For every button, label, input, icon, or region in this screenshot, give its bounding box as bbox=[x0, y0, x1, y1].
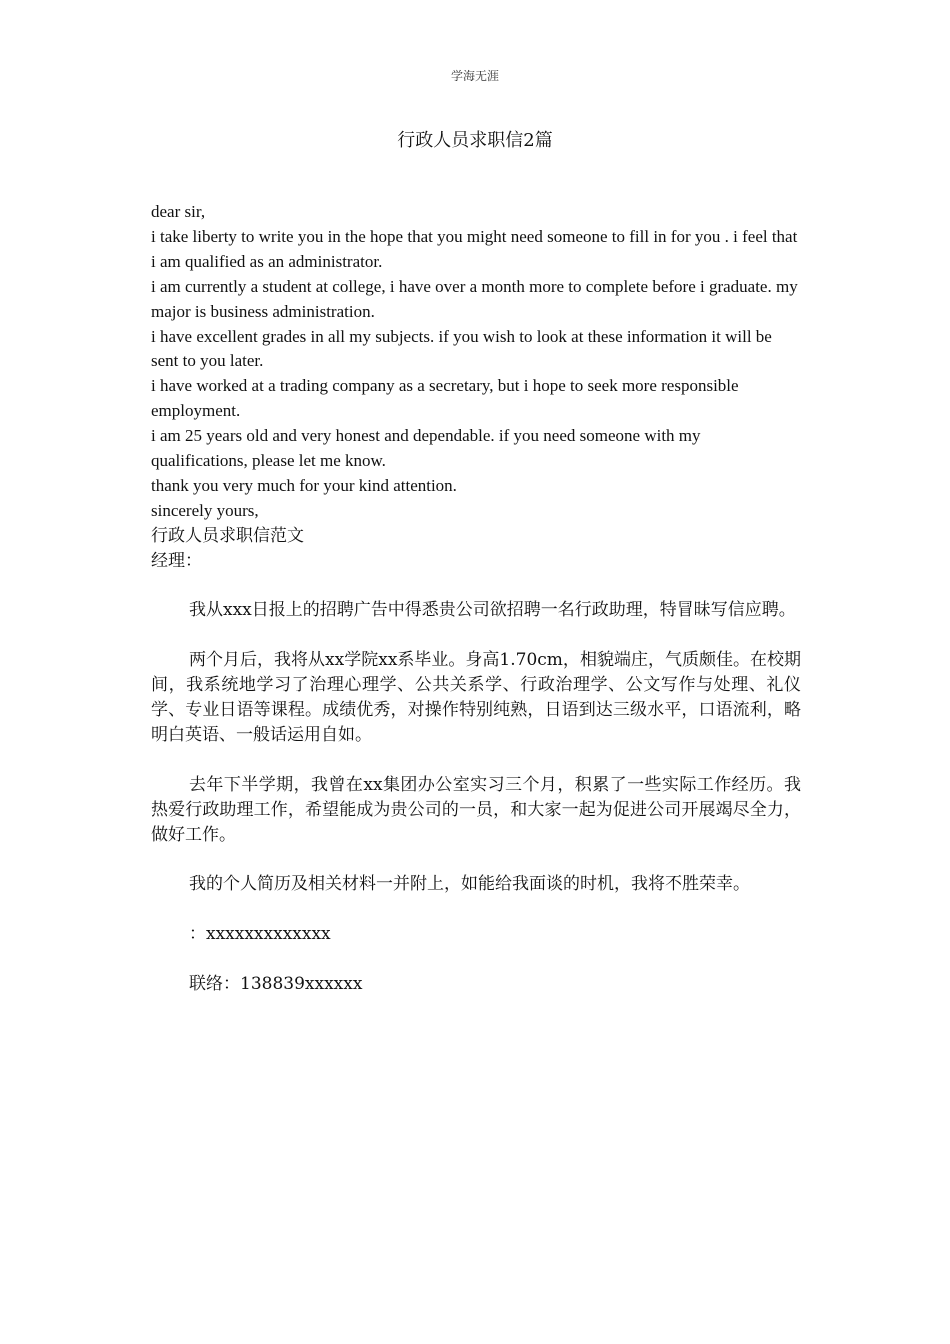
spacer bbox=[151, 748, 801, 773]
chinese-paragraph: 去年下半学期，我曾在xx集团办公室实习三个月，积累了一些实际工作经历。我热爱行政助理工作，希望能成为贵公司的一员，和大家一起为促进公司开展竭尽全力，做好工作。 bbox=[151, 774, 801, 845]
spacer bbox=[151, 623, 801, 648]
english-paragraph: i take liberty to write you in the hope that you might need someone to fill in for you . i feel that i am qualified as an administrator. bbox=[151, 226, 798, 271]
spacer bbox=[151, 897, 801, 922]
document-body bbox=[151, 200, 801, 997]
name-line: ：xxxxxxxxxxxxx bbox=[189, 924, 331, 945]
english-paragraph: thank you very much for your kind attention. bbox=[151, 475, 457, 495]
english-closing: sincerely yours, bbox=[151, 500, 259, 520]
chinese-paragraph: 我的个人简历及相关材料一并附上，如能给我面谈的时机，我将不胜荣幸。 bbox=[189, 874, 750, 895]
spacer bbox=[151, 848, 801, 873]
chinese-paragraph: 两个月后，我将从xx学院xx系毕业。身高1.70cm，相貌端庄，气质颇佳。在校期间，我系统地学习了治理心理学、公共关系学、行政治理学、公文写作与处理、礼仪学、专业日语等课程。成绩优秀，对操作特别纯熟，日语到达三级水平，口语流利，略明白英语、一般话运用自如。 bbox=[151, 650, 801, 745]
english-paragraph: i am 25 years old and very honest and dependable. if you need someone with my qualifications, please let me know. bbox=[151, 426, 701, 471]
chinese-paragraph: 我从xxx日报上的招聘广告中得悉贵公司欲招聘一名行政助理，特冒昧写信应聘。 bbox=[189, 600, 796, 621]
contact-line: 联络：138839xxxxxx bbox=[189, 974, 363, 994]
chinese-salutation: 经理： bbox=[151, 550, 202, 571]
english-paragraph: i have excellent grades in all my subjects. if you wish to look at these information it will be sent to you later. bbox=[151, 326, 772, 371]
spacer bbox=[151, 947, 801, 972]
spacer bbox=[151, 574, 801, 599]
chinese-heading: 行政人员求职信范文 bbox=[151, 525, 304, 546]
document-title: 行政人员求职信2篇 bbox=[397, 130, 553, 151]
english-paragraph: i have worked at a trading company as a secretary, but i hope to seek more responsible employment. bbox=[151, 376, 739, 421]
english-salutation: dear sir, bbox=[151, 202, 206, 221]
english-paragraph: i am currently a student at college, i have over a month more to complete before i graduate. my major is business administration. bbox=[151, 276, 798, 321]
page-header: 学海无涯 bbox=[450, 69, 499, 83]
